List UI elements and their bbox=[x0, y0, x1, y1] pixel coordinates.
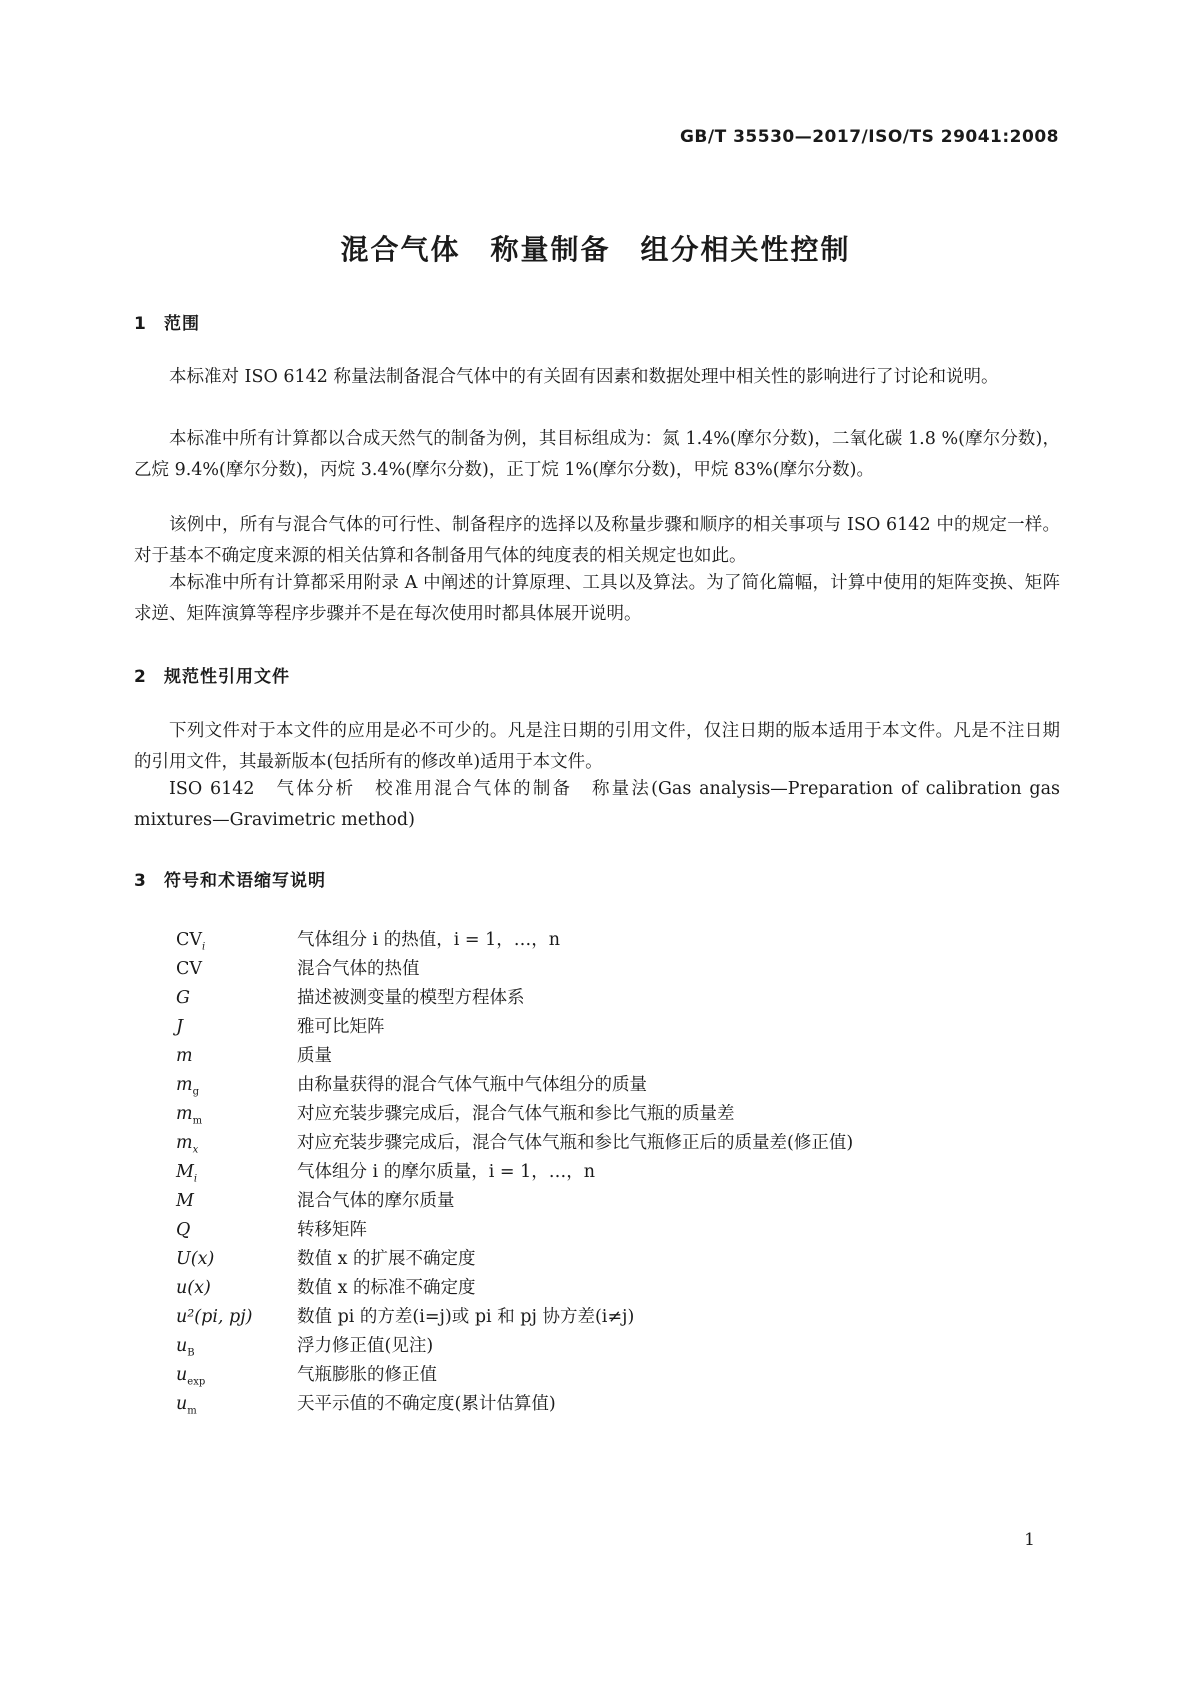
section-3-heading bbox=[134, 866, 326, 891]
symbol-definition: 天平示值的不确定度(累计估算值) bbox=[297, 1394, 556, 1414]
symbol-row bbox=[176, 1041, 332, 1072]
symbol-row bbox=[176, 954, 420, 985]
symbol-row bbox=[176, 1215, 367, 1246]
symbol-row bbox=[176, 1099, 735, 1130]
standard-code: GB/T 35530—2017/ISO/TS 29041:2008 bbox=[679, 127, 1059, 147]
symbol-row bbox=[176, 983, 525, 1014]
symbol-definition: 雅可比矩阵 bbox=[297, 1017, 385, 1037]
symbol-row bbox=[176, 1244, 476, 1275]
symbol: $CV_i$ bbox=[176, 930, 206, 953]
symbol: m bbox=[176, 1046, 193, 1066]
symbol-row bbox=[176, 1302, 634, 1333]
section-1-heading bbox=[134, 309, 200, 334]
symbol-row bbox=[176, 1128, 853, 1159]
symbol: $u_m$ bbox=[176, 1394, 197, 1417]
symbol-row bbox=[176, 925, 560, 956]
symbol: $m_m$ bbox=[176, 1104, 203, 1127]
symbol-row bbox=[176, 1273, 476, 1304]
symbol: G bbox=[176, 988, 190, 1008]
symbol-definition: 数值 x 的标准不确定度 bbox=[297, 1278, 476, 1298]
symbol: u²(pi, pj) bbox=[176, 1307, 253, 1327]
symbol: $m_g$ bbox=[176, 1075, 200, 1098]
section-number: 3 bbox=[134, 871, 147, 891]
symbol: M bbox=[176, 1191, 194, 1211]
symbol-definition: 由称量获得的混合气体气瓶中气体组分的质量 bbox=[297, 1075, 647, 1095]
symbol-definition: 数值 pi 的方差(i=j)或 pi 和 pj 协方差(i≠j) bbox=[297, 1307, 635, 1327]
symbol-definition: 气瓶膨胀的修正值 bbox=[297, 1365, 437, 1385]
document-title: 混合气体 称量制备 组分相关性控制 bbox=[340, 233, 851, 266]
symbol: U(x) bbox=[176, 1249, 215, 1269]
symbol-definition: 数值 x 的扩展不确定度 bbox=[297, 1249, 476, 1269]
symbol-definition: 描述被测变量的模型方程体系 bbox=[297, 988, 525, 1008]
section-title: 范围 bbox=[164, 314, 200, 334]
symbol: $m_x$ bbox=[176, 1133, 199, 1156]
symbol: $M_i$ bbox=[176, 1162, 198, 1185]
symbol-definition: 混合气体的摩尔质量 bbox=[297, 1191, 455, 1211]
symbol-row bbox=[176, 1070, 647, 1101]
paragraph: 本标准中所有计算都以合成天然气的制备为例，其目标组成为：氮 1.4%(摩尔分数)，二氧化碳 1.8 %(摩尔分数)，乙烷 9.4%(摩尔分数)，丙烷 3.4%(摩尔分数)，正丁烷 1%(摩尔分数)，甲烷 83%(摩尔分数)。 bbox=[134, 429, 1060, 480]
paragraph: 下列文件对于本文件的应用是必不可少的。凡是注日期的引用文件，仅注日期的版本适用于本文件。凡是不注日期的引用文件，其最新版本(包括所有的修改单)适用于本文件。 bbox=[134, 721, 1060, 772]
section-title: 规范性引用文件 bbox=[164, 667, 290, 687]
symbol-definition: 质量 bbox=[297, 1046, 332, 1066]
symbol-row bbox=[176, 1331, 433, 1362]
symbol-definition: 混合气体的热值 bbox=[297, 959, 420, 979]
paragraph: ISO 6142 气体分析 校准用混合气体的制备 称量法(Gas analysis—Preparation of calibration gas mixtures—Gravimetric method) bbox=[134, 779, 1060, 830]
symbol-definition: 浮力修正值(见注) bbox=[297, 1336, 434, 1356]
symbol: $u_{exp}$ bbox=[176, 1365, 206, 1388]
symbol: Q bbox=[176, 1220, 191, 1240]
symbol-row bbox=[176, 1157, 595, 1188]
symbol: CV bbox=[176, 959, 203, 979]
symbol: $u_B$ bbox=[176, 1336, 195, 1359]
section-title: 符号和术语缩写说明 bbox=[164, 871, 326, 891]
section-number: 2 bbox=[134, 667, 147, 687]
section-number: 1 bbox=[134, 314, 147, 334]
symbol-row bbox=[176, 1186, 455, 1217]
paragraph: 本标准中所有计算都采用附录 A 中阐述的计算原理、工具以及算法。为了简化篇幅，计算中使用的矩阵变换、矩阵求逆、矩阵演算等程序步骤并不是在每次使用时都具体展开说明。 bbox=[134, 573, 1060, 624]
page-number: 1 bbox=[1024, 1530, 1035, 1550]
symbol-definition: 对应充装步骤完成后，混合气体气瓶和参比气瓶的质量差 bbox=[297, 1104, 735, 1124]
symbol-definition: 对应充装步骤完成后，混合气体气瓶和参比气瓶修正后的质量差(修正值) bbox=[297, 1133, 854, 1153]
symbol-row bbox=[176, 1389, 556, 1420]
symbol-row bbox=[176, 1012, 385, 1043]
symbol: u(x) bbox=[176, 1278, 211, 1298]
paragraph: 本标准对 ISO 6142 称量法制备混合气体中的有关固有因素和数据处理中相关性的影响进行了讨论和说明。 bbox=[169, 367, 999, 387]
symbol-definition: 气体组分 i 的摩尔质量，i = 1，…，n bbox=[297, 1162, 596, 1182]
symbol: J bbox=[176, 1017, 184, 1037]
symbol-row bbox=[176, 1360, 437, 1391]
paragraph: 该例中，所有与混合气体的可行性、制备程序的选择以及称量步骤和顺序的相关事项与 ISO 6142 中的规定一样。对于基本不确定度来源的相关估算和各制备用气体的纯度表的相关规定也如此。 bbox=[134, 515, 1060, 566]
symbol-definition: 气体组分 i 的热值，i = 1，…，n bbox=[297, 930, 561, 950]
section-2-heading bbox=[134, 662, 290, 687]
symbol-definition: 转移矩阵 bbox=[297, 1220, 367, 1240]
